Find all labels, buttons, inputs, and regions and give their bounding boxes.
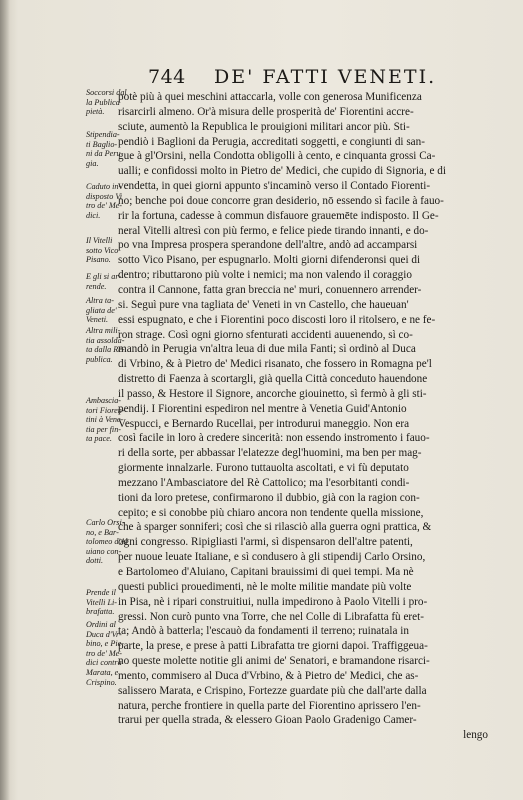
text-line: di Vrbino, & à Pietro de' Medici risanato, che fossero in Romagna pe'l [118,358,432,371]
text-line: salissero Marata, e Crispino, Fortezze guardate più che dall'arte dalla [118,684,427,697]
text-line: giormente innalzarle. Furono tuttauolta ascoltati, e vi fù deputato [118,462,409,475]
text-line: ogni congresso. Ripigliasti l'armi, sì dispensaron dell'altre patenti, [118,536,413,549]
text-line: cepito; e si conobbe più chiaro ancora non tendente quella missione, [118,506,424,519]
text-line: risarcirli almeno. Or'à misura delle prosperità de' Fiorentini accre- [118,105,414,118]
body-text [118,90,488,743]
text-line: po vna Impresa prospera sperandone dell'altre, andò ad accamparsi [118,239,418,252]
margin-note: Caduto in- disposto Vi tro de' Me- dici. [86,182,123,220]
margin-note: Prende il Vitelli Li- brafatta. [86,588,118,617]
text-line: e Bartolomeo d'Aluiano, Capitani brauissimi di quei tempi. Ma nè [118,566,414,578]
text-line: natura, perche frontiere in quella parte del Fiorentino aprissero l'en- [118,699,421,712]
text-line: Vespucci, e Bernardo Rucellai, per introdurui maneggio. Non era [118,417,410,430]
text-line: mento, commisero al Duca d'Vrbino, & à Pietro de' Medici, che as- [118,669,419,682]
text-line: sotto Vico Pisano, per espugnarlo. Molti giorni difenderonsi quei di [118,254,421,267]
margin-note: Il Vitelli sotto Vico Pisano. [86,236,119,265]
text-line: parte, la prese, e prese à patti Librafatta tre giorni dapoi. Traffiggeua- [118,640,428,653]
text-line: pendiò i Baglioni da Perugia, accreditati soggetti, e congiunti di san- [118,135,425,148]
text-line: si. Seguì pure vna tagliata de' Veneti in vn Castello, che haueuan' [118,298,409,311]
margin-note: Ordini al Duca d'Vr- bino, e Pie- tro de' Me- dici contra Marata, e Crispino. [86,620,124,687]
text-line: rir la fortuna, cadesse à commun disfauore grauemēte indisposto. Il Ge- [118,209,439,222]
text-line: ri della sorte, per abbassar l'elatezze degl'huomini, ma ben per mag- [118,447,422,460]
margin-note: Soccorsi dal la Publica pietà. [86,88,127,117]
text-line: in Pisa, nè i ripari construitiui, nulla impedirono à Paolo Vitelli i pro- [118,595,428,608]
page-number: 744 [148,66,186,88]
text-line: dentro; ributtarono più volte i nemici; ma non valendo il coraggio [118,269,412,282]
margin-note: Ambascia- tori Fioren- tini à Vene- tia per fin- ta pace. [86,396,125,444]
text-line: contra il Cannone, fatta gran breccia ne' muri, conuennero arrender- [118,283,422,296]
text-line: mandò in Perugia vn'altra leua di due mila Fanti; sì ordinò al Duca [118,343,416,356]
text-line: trarui per quella strada, & elessero Gioan Paolo Gradenigo Camer- [118,714,417,727]
text-line: questi publici prouedimenti, nè le molte militie mandate più volte [118,580,412,593]
text-line: che à sparger sonniferi; così che si rilasciò alla guerra ogni prattica, & [118,521,432,534]
text-line: distretto di Faenza à scortargli, già quella Città conceduto hauendone [118,373,428,386]
text-line: ta; Andò à batterla; l'escauò da fondamenti il terreno; ruinatala in [118,625,409,638]
text-line: ron strage. Così ogni giorno sfenturati accidenti auuenendo, sì co- [118,328,413,341]
text-line: pendij. I Fiorentini espediron nel mentre à Venetia Guid'Antonio [118,402,407,415]
text-line: così facile in loro à credere sincerità: non essendo instromento i fauo- [118,432,430,445]
margin-note: E gli si ar- rende. [86,272,122,291]
margin-note: Carlo Orsi- no, e Bar- tolomeo d'Al uiano con- dotti. [86,518,128,566]
text-line: tioni da loro pretese, confirmarono il dubbio, già con la ragion con- [118,491,420,504]
margin-note: Altra ta- gliata de' Veneti. [86,296,117,325]
text-line: potè più à quei meschini attaccarla, volle con generosa Munificenza [118,91,422,103]
text-line: gue à gl'Orsini, nella Condotta obligolli à cento, e cinquanta grossi Ca- [118,150,436,163]
text-line: gressi. Non curò punto vna Torre, che nel Colle di Librafatta fù eret- [118,610,424,623]
text-line: essi espugnato, e che i Fiorentini poco discosti loro il ritolsero, e ne fe- [118,313,436,326]
text-line: il passo, & Hestore il Signore, ancorche giouinetto, sì fermò à gli sti- [118,387,427,400]
margin-note: Altra mili- tia assolda- ta dalla Re- publica. [86,326,125,364]
text-line: mezzano l'Ambasciatore del Rè Cattolico; ma l'esorbitanti condi- [118,476,410,489]
catchword: lengo [463,729,488,742]
text-line: neral Vitelli altresì con più fermo, e felice piede tirando innanti, e do- [118,224,429,237]
text-line: no queste molette notitie gli animi de' Senatori, e bramandone risarci- [118,655,430,668]
binding-gutter-shadow [0,0,10,800]
text-line: no; benche poi doue concorre gran desiderio, nō essendo sì facile à fauo- [118,194,444,207]
margin-note: Stipendia- ti Baglio- ni da Peru gia. [86,130,121,168]
page-header [0,66,523,92]
running-title: DE' FATTI VENETI. [214,66,437,88]
text-line: sciute, aumentò la Republica le prouigioni militari ancor più. Sti- [118,120,410,133]
text-line: ualli; e confidossi molto in Pietro de' Medici, che cupido di Signoria, e di [118,165,446,178]
text-line: per nuoue leuate Italiane, e sì condusero à gli stipendij Carlo Orsino, [118,551,426,564]
text-line: vendetta, in quei giorni appunto s'incaminò verso il Contado Fiorenti- [118,180,431,193]
